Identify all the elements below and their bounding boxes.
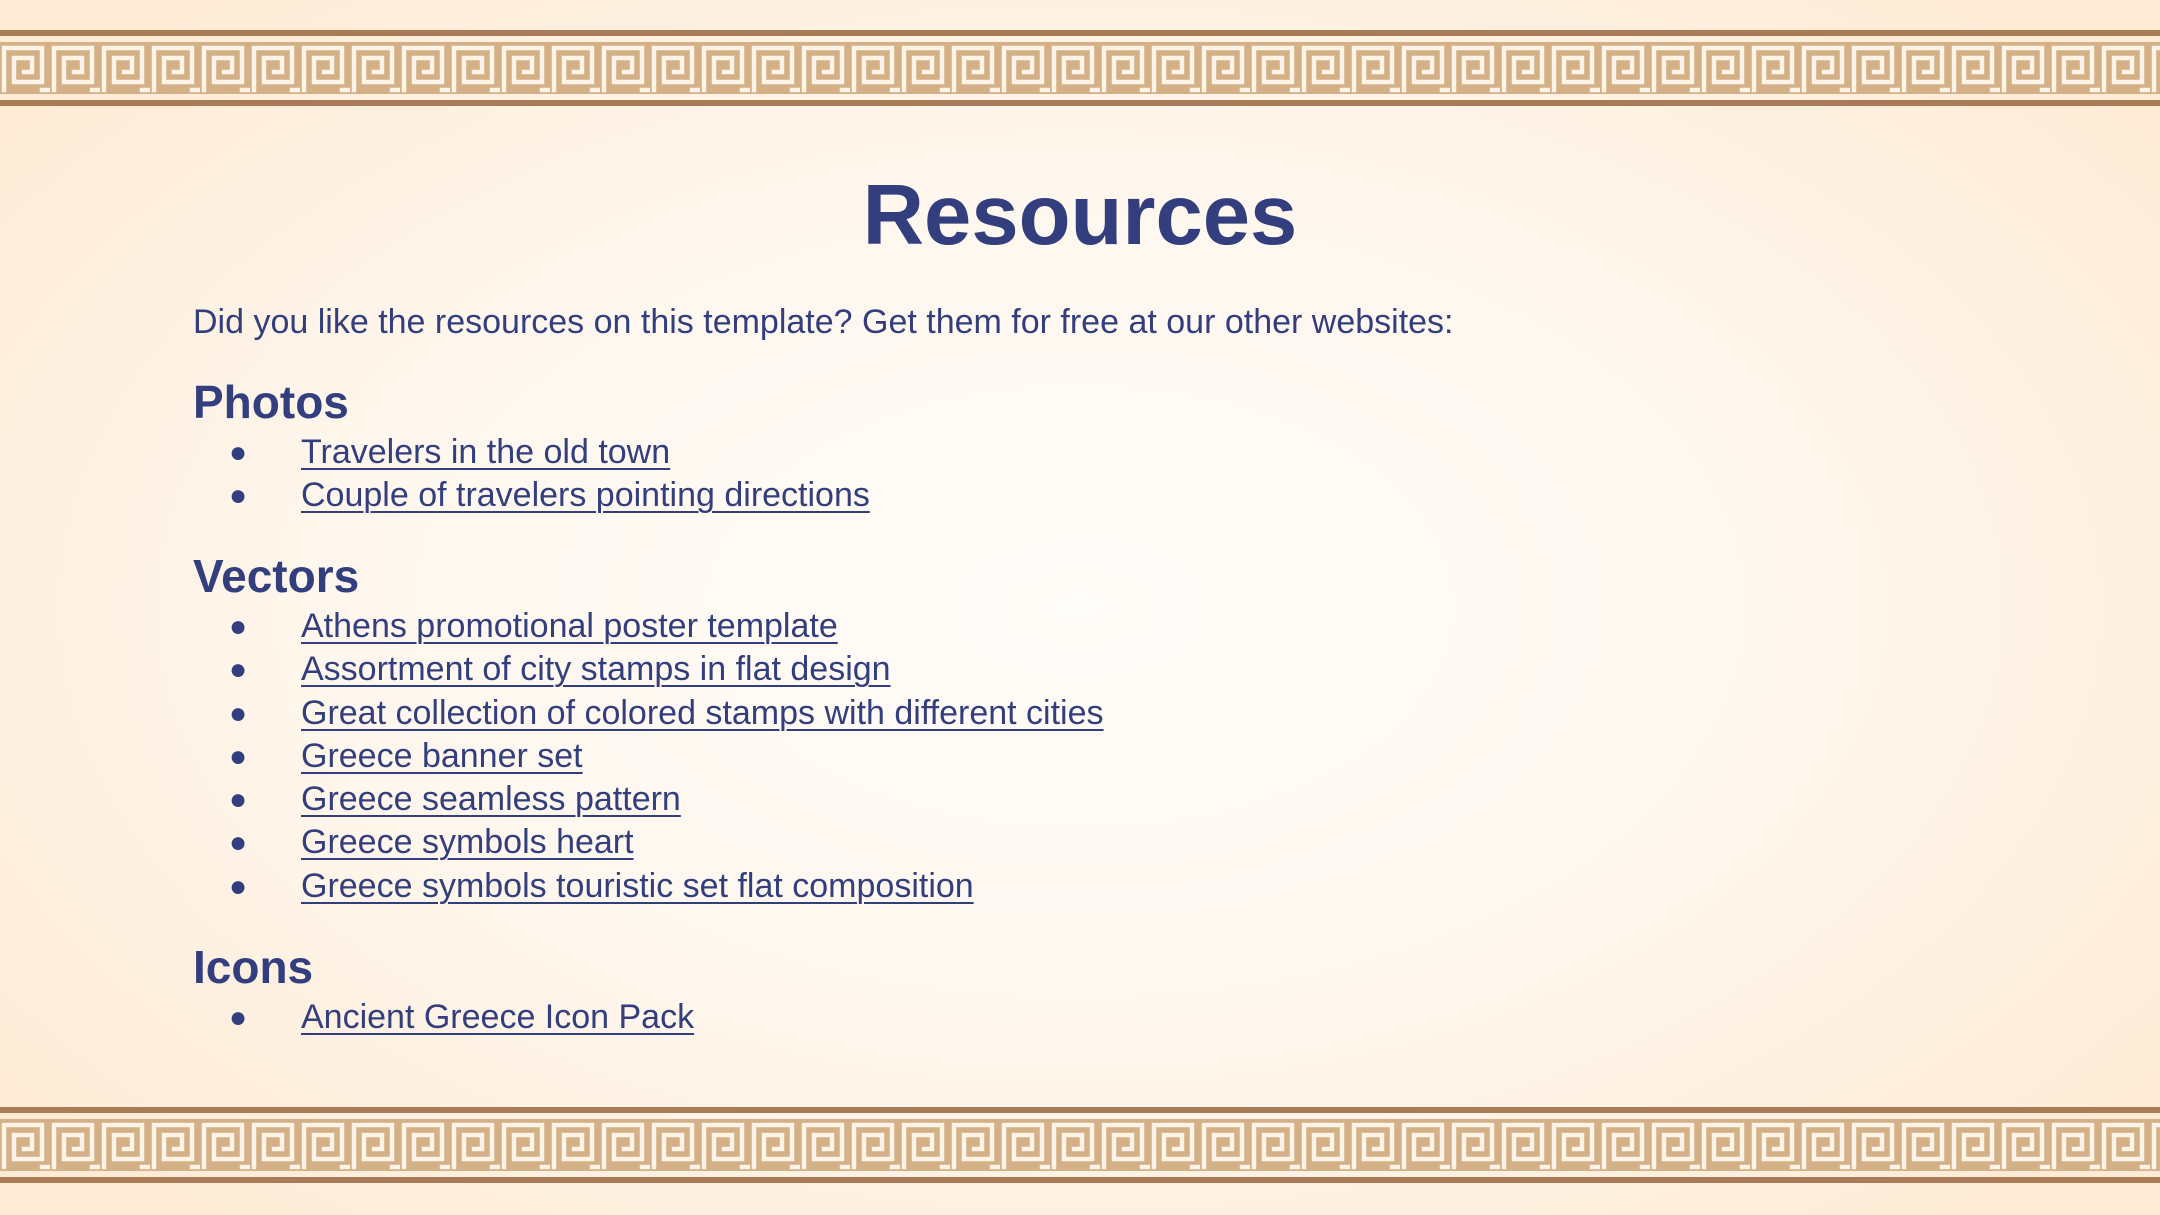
bullet-icon: ● [229, 696, 248, 730]
bullet-icon: ● [229, 783, 248, 817]
section-heading-photos: Photos [193, 376, 349, 428]
link-couple-travelers[interactable]: Couple of travelers pointing directions [301, 476, 870, 515]
bullet-icon: ● [229, 739, 248, 773]
intro-text: Did you like the resources on this template? Get them for free at our other websites: [193, 303, 1454, 341]
section-heading-icons: Icons [193, 941, 314, 993]
greek-key-border-bottom [0, 1105, 2160, 1185]
bullet-icon: ● [229, 610, 248, 643]
link-greece-banner-set[interactable]: Greece banner set [301, 736, 583, 775]
greek-key-border-top [0, 28, 2160, 108]
link-ancient-greece-icon-pack[interactable]: Ancient Greece Icon Pack [301, 998, 695, 1036]
bullet-icon: ● [229, 826, 248, 860]
bullet-icon: ● [229, 653, 248, 687]
link-greece-seamless-pattern[interactable]: Greece seamless pattern [301, 780, 681, 819]
link-greece-symbols-heart[interactable]: Greece symbols heart [301, 823, 634, 862]
link-colored-stamps[interactable]: Great collection of colored stamps with different cities [301, 693, 1104, 732]
bullet-icon: ● [229, 869, 248, 903]
link-city-stamps[interactable]: Assortment of city stamps in flat design [301, 650, 891, 689]
bullet-icon: ● [229, 479, 248, 513]
link-greece-symbols-touristic[interactable]: Greece symbols touristic set flat composition [301, 866, 974, 905]
section-heading-vectors: Vectors [193, 550, 360, 602]
bullet-icon: ● [229, 436, 248, 469]
page-title: Resources [862, 168, 1298, 263]
bullet-icon: ● [229, 1001, 248, 1034]
link-athens-poster[interactable]: Athens promotional poster template [301, 607, 838, 645]
link-travelers-old-town[interactable]: Travelers in the old town [301, 433, 671, 471]
